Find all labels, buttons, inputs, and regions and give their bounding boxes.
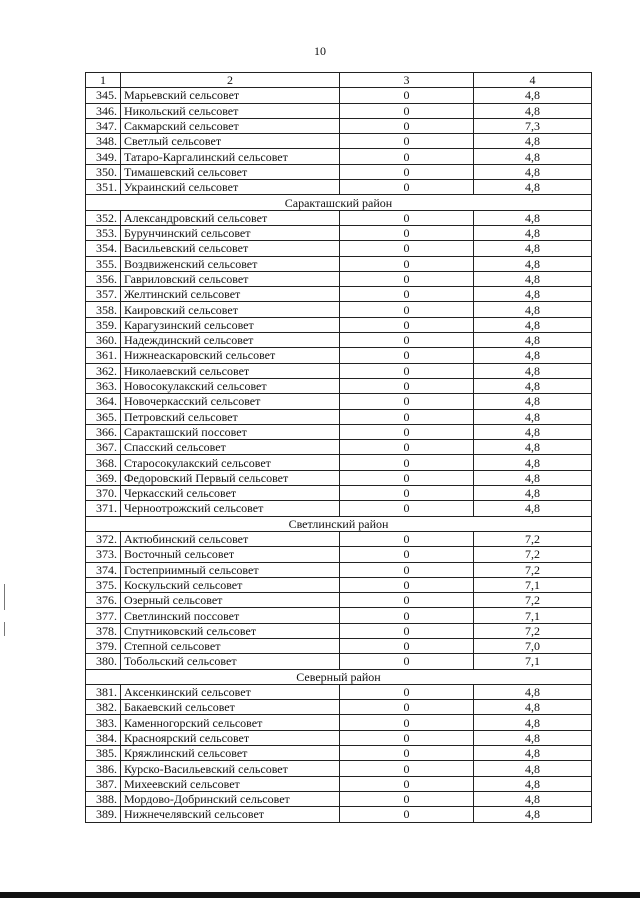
table-row [86, 700, 592, 715]
column-4-value: 7,1 [474, 577, 592, 592]
row-number: 370. [86, 486, 121, 501]
column-3-value: 0 [340, 287, 474, 302]
column-4-value: 7,0 [474, 638, 592, 653]
column-3-value: 0 [340, 684, 474, 699]
council-name: Воздвиженский сельсовет [121, 256, 340, 271]
column-4-value: 4,8 [474, 470, 592, 485]
table-row [86, 271, 592, 286]
council-name: Степной сельсовет [121, 638, 340, 653]
column-4-value: 7,1 [474, 608, 592, 623]
row-number: 351. [86, 180, 121, 195]
council-name: Карагузинский сельсовет [121, 317, 340, 332]
scan-edge-mark [4, 584, 5, 610]
council-name: Мордово-Добринский сельсовет [121, 791, 340, 806]
column-4-value: 4,8 [474, 715, 592, 730]
column-3-value: 0 [340, 348, 474, 363]
table-body [86, 73, 592, 823]
row-number: 349. [86, 149, 121, 164]
council-name: Николаевский сельсовет [121, 363, 340, 378]
table-row [86, 164, 592, 179]
row-number: 383. [86, 715, 121, 730]
council-name: Петровский сельсовет [121, 409, 340, 424]
column-3-value: 0 [340, 378, 474, 393]
column-3-value: 0 [340, 638, 474, 653]
council-name: Курско-Васильевский сельсовет [121, 761, 340, 776]
council-name: Красноярский сельсовет [121, 730, 340, 745]
council-name: Тобольский сельсовет [121, 654, 340, 669]
council-name: Сакмарский сельсовет [121, 118, 340, 133]
column-4-value: 4,8 [474, 807, 592, 822]
table-row [86, 715, 592, 730]
council-name: Гавриловский сельсовет [121, 271, 340, 286]
council-name: Гостеприимный сельсовет [121, 562, 340, 577]
table-row [86, 134, 592, 149]
column-3-value: 0 [340, 746, 474, 761]
council-name: Спасский сельсовет [121, 440, 340, 455]
district-name: Северный район [86, 669, 592, 684]
district-section-row [86, 516, 592, 531]
column-4-value: 4,8 [474, 164, 592, 179]
table-row [86, 746, 592, 761]
council-name: Озерный сельсовет [121, 593, 340, 608]
column-4-value: 7,2 [474, 562, 592, 577]
row-number: 356. [86, 271, 121, 286]
council-name: Новосокулакский сельсовет [121, 378, 340, 393]
council-name: Украинский сельсовет [121, 180, 340, 195]
table-row [86, 103, 592, 118]
row-number: 365. [86, 409, 121, 424]
column-3-value: 0 [340, 225, 474, 240]
column-4-value: 4,8 [474, 746, 592, 761]
table-row [86, 807, 592, 822]
column-3-value: 0 [340, 562, 474, 577]
column-4-value: 4,8 [474, 776, 592, 791]
column-4-value: 4,8 [474, 241, 592, 256]
column-4-value: 4,8 [474, 791, 592, 806]
council-name: Черноотрожский сельсовет [121, 501, 340, 516]
table-row [86, 791, 592, 806]
row-number: 374. [86, 562, 121, 577]
district-section-row [86, 195, 592, 210]
row-number: 389. [86, 807, 121, 822]
row-number: 388. [86, 791, 121, 806]
table-row [86, 501, 592, 516]
column-4-value: 4,8 [474, 317, 592, 332]
row-number: 350. [86, 164, 121, 179]
column-4-value: 4,8 [474, 424, 592, 439]
council-name: Бакаевский сельсовет [121, 700, 340, 715]
row-number: 364. [86, 394, 121, 409]
row-number: 386. [86, 761, 121, 776]
table-row [86, 470, 592, 485]
table-row [86, 684, 592, 699]
council-name: Никольский сельсовет [121, 103, 340, 118]
row-number: 380. [86, 654, 121, 669]
row-number: 375. [86, 577, 121, 592]
column-3-value: 0 [340, 730, 474, 745]
column-header: 2 [121, 73, 340, 88]
column-header: 4 [474, 73, 592, 88]
table-row [86, 363, 592, 378]
table-row [86, 593, 592, 608]
column-4-value: 4,8 [474, 210, 592, 225]
column-3-value: 0 [340, 241, 474, 256]
council-name: Новочеркасский сельсовет [121, 394, 340, 409]
column-header: 1 [86, 73, 121, 88]
council-name: Татаро-Каргалинский сельсовет [121, 149, 340, 164]
column-3-value: 0 [340, 440, 474, 455]
row-number: 379. [86, 638, 121, 653]
column-3-value: 0 [340, 333, 474, 348]
column-3-value: 0 [340, 394, 474, 409]
column-3-value: 0 [340, 256, 474, 271]
column-3-value: 0 [340, 807, 474, 822]
column-4-value: 4,8 [474, 394, 592, 409]
column-header: 3 [340, 73, 474, 88]
data-table [85, 72, 592, 823]
row-number: 367. [86, 440, 121, 455]
column-4-value: 4,8 [474, 455, 592, 470]
table-row [86, 531, 592, 546]
row-number: 376. [86, 593, 121, 608]
council-name: Надеждинский сельсовет [121, 333, 340, 348]
table-row [86, 654, 592, 669]
row-number: 362. [86, 363, 121, 378]
column-3-value: 0 [340, 577, 474, 592]
council-name: Старосокулакский сельсовет [121, 455, 340, 470]
council-name: Нижнеаскаровский сельсовет [121, 348, 340, 363]
council-name: Черкасский сельсовет [121, 486, 340, 501]
table-row [86, 547, 592, 562]
column-3-value: 0 [340, 424, 474, 439]
scan-bottom-bar [0, 892, 640, 898]
table-row [86, 333, 592, 348]
column-3-value: 0 [340, 486, 474, 501]
council-name: Бурунчинский сельсовет [121, 225, 340, 240]
table-row [86, 638, 592, 653]
column-3-value: 0 [340, 88, 474, 103]
column-4-value: 4,8 [474, 700, 592, 715]
council-name: Михеевский сельсовет [121, 776, 340, 791]
column-4-value: 7,1 [474, 654, 592, 669]
table-row [86, 424, 592, 439]
council-name: Александровский сельсовет [121, 210, 340, 225]
row-number: 387. [86, 776, 121, 791]
council-name: Актюбинский сельсовет [121, 531, 340, 546]
council-name: Светлинский поссовет [121, 608, 340, 623]
row-number: 358. [86, 302, 121, 317]
row-number: 384. [86, 730, 121, 745]
column-3-value: 0 [340, 501, 474, 516]
column-3-value: 0 [340, 654, 474, 669]
column-3-value: 0 [340, 103, 474, 118]
scan-edge-mark [4, 622, 5, 636]
table-row [86, 776, 592, 791]
table-row [86, 256, 592, 271]
table-row [86, 287, 592, 302]
table-row [86, 409, 592, 424]
row-number: 369. [86, 470, 121, 485]
council-name: Кряжлинский сельсовет [121, 746, 340, 761]
council-name: Каменногорский сельсовет [121, 715, 340, 730]
row-number: 352. [86, 210, 121, 225]
table-row [86, 486, 592, 501]
council-name: Восточный сельсовет [121, 547, 340, 562]
council-name: Марьевский сельсовет [121, 88, 340, 103]
column-4-value: 4,8 [474, 486, 592, 501]
column-4-value: 4,8 [474, 333, 592, 348]
column-4-value: 4,8 [474, 256, 592, 271]
table-header-row [86, 73, 592, 88]
table-row [86, 225, 592, 240]
row-number: 373. [86, 547, 121, 562]
table-row [86, 348, 592, 363]
column-4-value: 4,8 [474, 440, 592, 455]
column-4-value: 7,2 [474, 593, 592, 608]
row-number: 359. [86, 317, 121, 332]
row-number: 382. [86, 700, 121, 715]
row-number: 360. [86, 333, 121, 348]
column-3-value: 0 [340, 455, 474, 470]
table-row [86, 241, 592, 256]
column-3-value: 0 [340, 164, 474, 179]
table-row [86, 623, 592, 638]
council-name: Федоровский Первый сельсовет [121, 470, 340, 485]
column-4-value: 7,2 [474, 531, 592, 546]
table-row [86, 455, 592, 470]
council-name: Васильевский сельсовет [121, 241, 340, 256]
row-number: 348. [86, 134, 121, 149]
row-number: 366. [86, 424, 121, 439]
district-name: Саракташский район [86, 195, 592, 210]
council-name: Коскульский сельсовет [121, 577, 340, 592]
column-4-value: 4,8 [474, 134, 592, 149]
table-row [86, 440, 592, 455]
column-4-value: 4,8 [474, 149, 592, 164]
row-number: 353. [86, 225, 121, 240]
row-number: 363. [86, 378, 121, 393]
row-number: 357. [86, 287, 121, 302]
row-number: 381. [86, 684, 121, 699]
column-3-value: 0 [340, 761, 474, 776]
column-4-value: 4,8 [474, 501, 592, 516]
table-row [86, 378, 592, 393]
table-row [86, 88, 592, 103]
table-row [86, 302, 592, 317]
council-name: Нижнечелявский сельсовет [121, 807, 340, 822]
column-3-value: 0 [340, 700, 474, 715]
row-number: 355. [86, 256, 121, 271]
row-number: 385. [86, 746, 121, 761]
column-4-value: 4,8 [474, 684, 592, 699]
row-number: 371. [86, 501, 121, 516]
column-3-value: 0 [340, 271, 474, 286]
column-4-value: 4,8 [474, 409, 592, 424]
table-row [86, 608, 592, 623]
table-row [86, 317, 592, 332]
row-number: 346. [86, 103, 121, 118]
column-4-value: 4,8 [474, 378, 592, 393]
district-section-row [86, 669, 592, 684]
council-name: Саракташский поссовет [121, 424, 340, 439]
column-3-value: 0 [340, 118, 474, 133]
column-4-value: 4,8 [474, 271, 592, 286]
column-3-value: 0 [340, 210, 474, 225]
row-number: 377. [86, 608, 121, 623]
table-row [86, 118, 592, 133]
column-3-value: 0 [340, 302, 474, 317]
column-3-value: 0 [340, 776, 474, 791]
page-number: 10 [314, 44, 326, 58]
column-3-value: 0 [340, 547, 474, 562]
column-3-value: 0 [340, 623, 474, 638]
column-3-value: 0 [340, 608, 474, 623]
column-4-value: 4,8 [474, 225, 592, 240]
table-row [86, 149, 592, 164]
row-number: 354. [86, 241, 121, 256]
table-row [86, 577, 592, 592]
row-number: 368. [86, 455, 121, 470]
council-name: Каировский сельсовет [121, 302, 340, 317]
table-row [86, 210, 592, 225]
council-name: Спутниковский сельсовет [121, 623, 340, 638]
row-number: 345. [86, 88, 121, 103]
table-row [86, 562, 592, 577]
column-3-value: 0 [340, 317, 474, 332]
column-4-value: 4,8 [474, 730, 592, 745]
council-name: Желтинский сельсовет [121, 287, 340, 302]
column-3-value: 0 [340, 715, 474, 730]
column-4-value: 7,3 [474, 118, 592, 133]
column-4-value: 7,2 [474, 547, 592, 562]
column-4-value: 4,8 [474, 180, 592, 195]
row-number: 361. [86, 348, 121, 363]
column-4-value: 4,8 [474, 287, 592, 302]
column-3-value: 0 [340, 180, 474, 195]
council-name: Аксенкинский сельсовет [121, 684, 340, 699]
column-4-value: 7,2 [474, 623, 592, 638]
column-3-value: 0 [340, 593, 474, 608]
column-3-value: 0 [340, 363, 474, 378]
column-4-value: 4,8 [474, 103, 592, 118]
table-row [86, 761, 592, 776]
column-3-value: 0 [340, 409, 474, 424]
table-row [86, 180, 592, 195]
council-name: Тимашевский сельсовет [121, 164, 340, 179]
row-number: 378. [86, 623, 121, 638]
district-name: Светлинский район [86, 516, 592, 531]
column-3-value: 0 [340, 134, 474, 149]
row-number: 372. [86, 531, 121, 546]
column-4-value: 4,8 [474, 363, 592, 378]
council-name: Светлый сельсовет [121, 134, 340, 149]
column-3-value: 0 [340, 791, 474, 806]
column-4-value: 4,8 [474, 302, 592, 317]
column-4-value: 4,8 [474, 88, 592, 103]
table-row [86, 394, 592, 409]
column-4-value: 4,8 [474, 761, 592, 776]
table-row [86, 730, 592, 745]
column-3-value: 0 [340, 149, 474, 164]
row-number: 347. [86, 118, 121, 133]
column-3-value: 0 [340, 470, 474, 485]
column-3-value: 0 [340, 531, 474, 546]
column-4-value: 4,8 [474, 348, 592, 363]
